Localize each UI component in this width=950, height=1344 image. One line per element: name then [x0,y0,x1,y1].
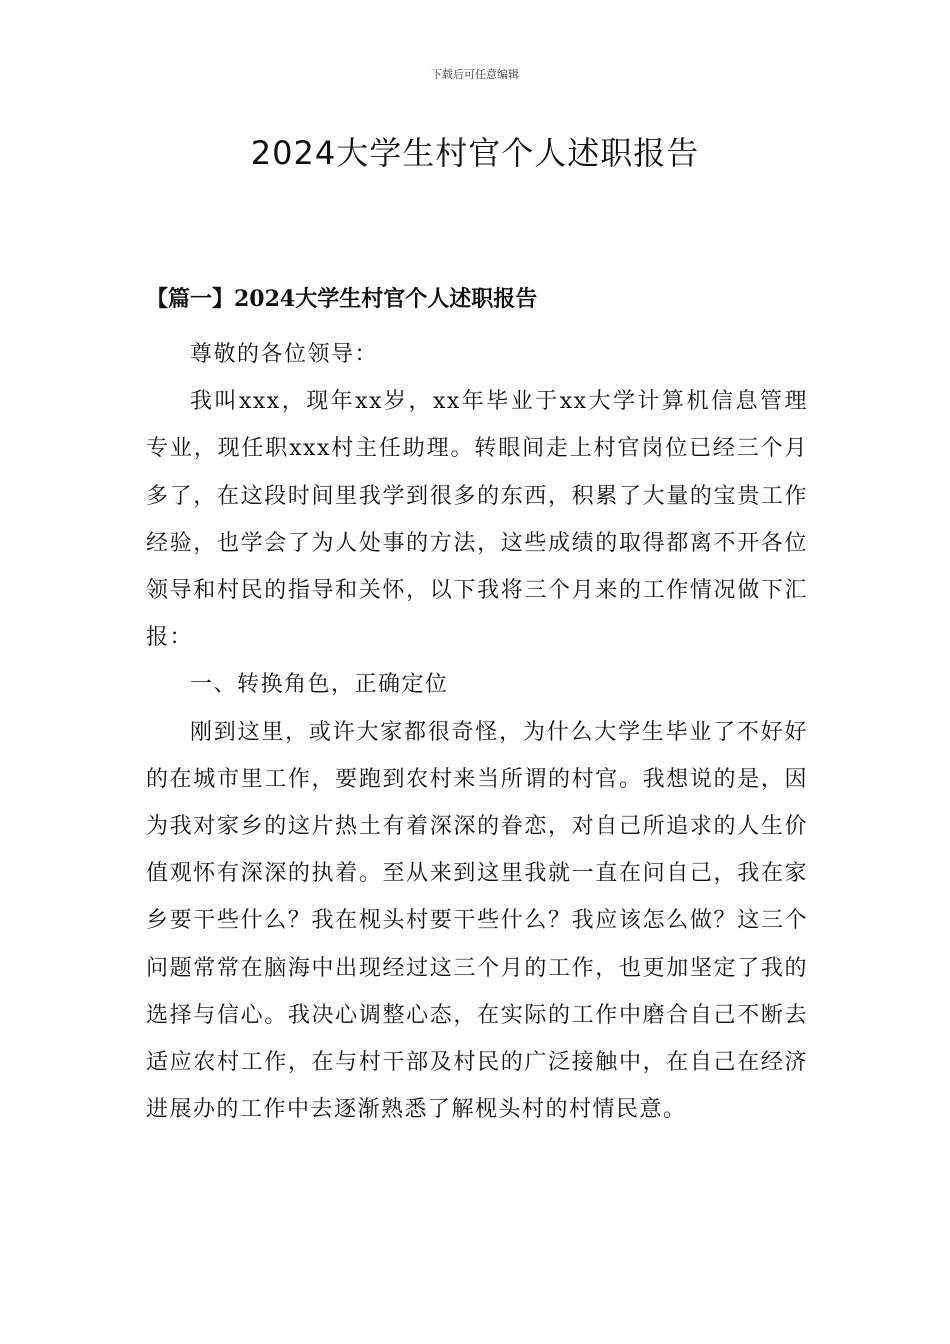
document-title: 2024大学生村官个人述职报告 [250,134,700,172]
header-note: 下载后可任意编辑 [431,68,519,81]
role-paragraph: 刚到这里，或许大家都很奇怪，为什么大学生毕业了不好好的在城市里工作，要跑到农村来当所谓的村官。我想说的是，因为我对家乡的这片热土有着深深的眷恋，对自己所追求的人生价值观怀有深深的执着。至从来到这里我就一直在问自己，我在家乡要干些什么？我在枧头村要干些什么？我应该怎么做？这三个问题常常在脑海中出现经过这三个月的工作，也更加坚定了我的选择与信心。我决心调整心态，在实际的工作中磨合自己不断去适应农村工作，在与村干部及村民的广泛接触中，在自己在经济进展办的工作中去逐渐熟悉了解枧头村的村情民意。 [146,719,808,1123]
salutation-paragraph: 尊敬的各位领导： [190,342,379,367]
section-heading: 【篇一】2024大学生村官个人述职报告 [146,286,538,312]
document-body [146,331,808,1133]
subsection-heading: 一、转换角色，正确定位 [190,672,449,698]
introduction-paragraph: 我叫xxx，现年xx岁，xx年毕业于xx大学计算机信息管理专业，现任职xxx村主任助理。转眼间走上村官岗位已经三个月多了，在这段时间里我学到很多的东西，积累了大量的宝贵工作经验，也学会了为人处事的方法，这些成绩的取得都离不开各位领导和村民的指导和关怀，以下我将三个月来的工作情况做下汇报： [146,389,808,651]
